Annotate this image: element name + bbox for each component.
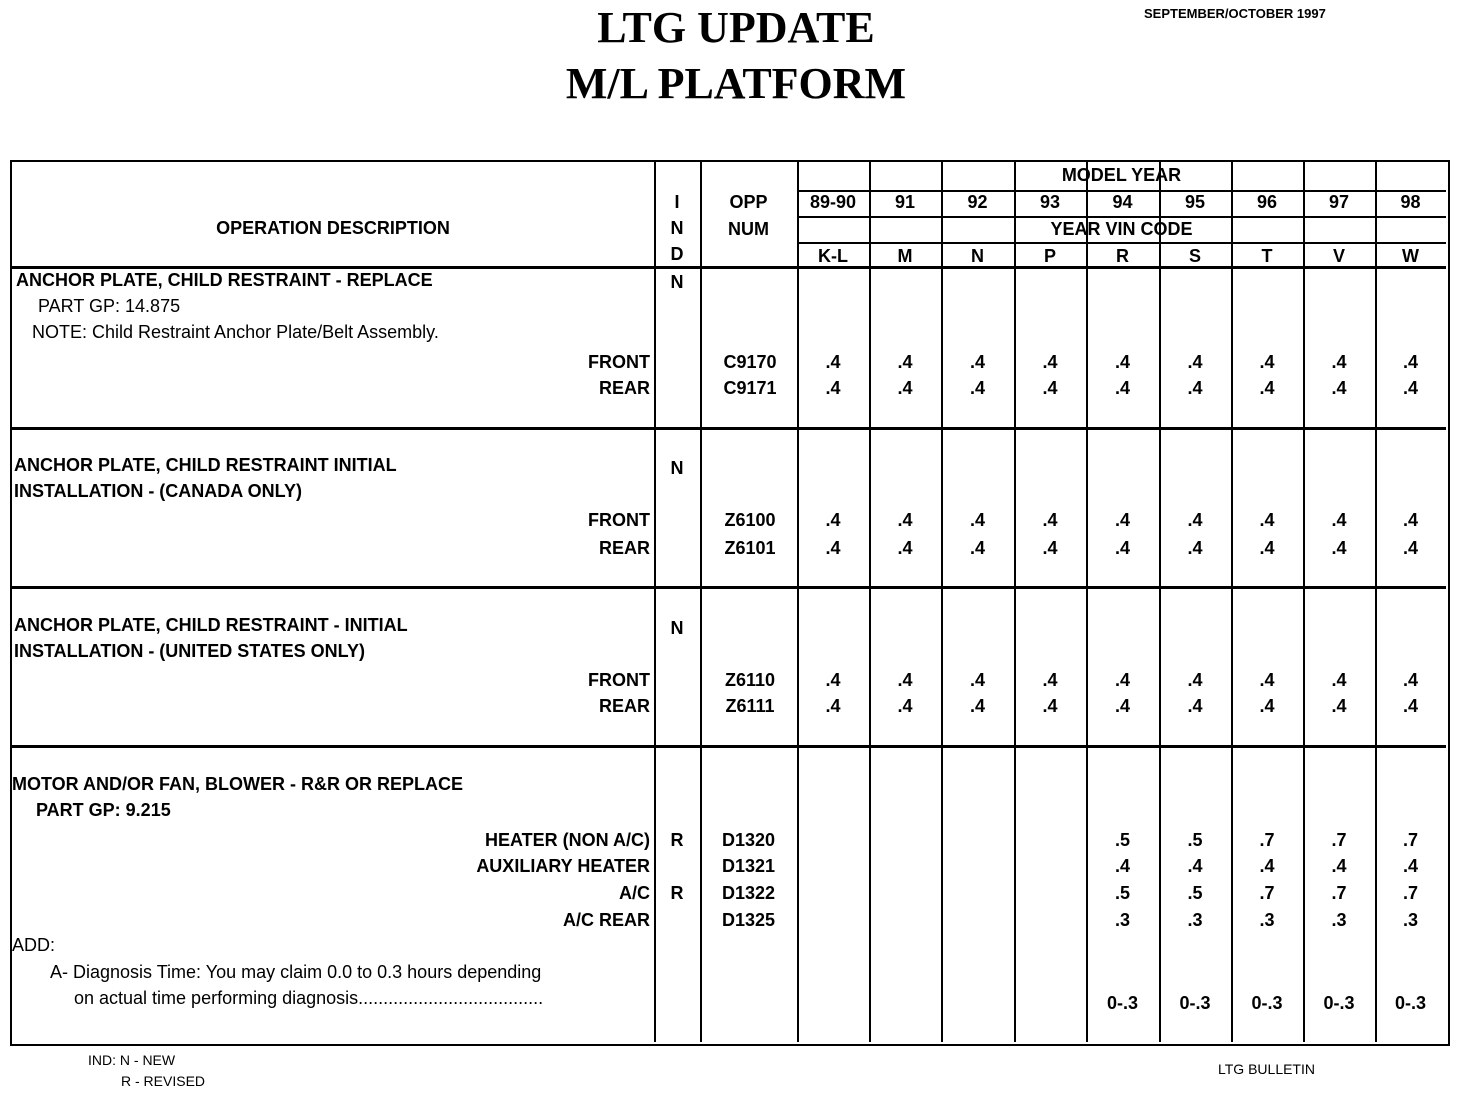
bulletin-footer: LTG BULLETIN xyxy=(1218,1061,1315,1077)
labor-value: .4 xyxy=(825,538,841,558)
bulletin-date: SEPTEMBER/OCTOBER 1997 xyxy=(1144,6,1326,21)
section-title: MOTOR AND/OR FAN, BLOWER - R&R OR REPLACE xyxy=(12,774,463,794)
part-group: PART GP: 9.215 xyxy=(36,800,171,820)
labor-value: .4 xyxy=(1114,670,1130,690)
labor-value: .4 xyxy=(969,510,985,530)
labor-value: .4 xyxy=(1042,538,1058,558)
labor-value: .4 xyxy=(1331,696,1347,716)
diagnosis-note: A- Diagnosis Time: You may claim 0.0 to 0.3 hours depending xyxy=(50,962,542,982)
labor-value: .4 xyxy=(1331,856,1347,876)
labor-value: .5 xyxy=(1187,883,1203,903)
opp-header: OPP xyxy=(729,192,768,212)
labor-value: .5 xyxy=(1187,830,1203,850)
labor-value: .4 xyxy=(1187,538,1203,558)
labor-value: .4 xyxy=(897,696,913,716)
labor-value: .4 xyxy=(1187,510,1203,530)
column-divider xyxy=(941,162,943,1042)
year-vin-header: YEAR VIN CODE xyxy=(1050,219,1193,239)
labor-value: .7 xyxy=(1402,883,1418,903)
section-title: ANCHOR PLATE, CHILD RESTRAINT - INITIAL xyxy=(14,615,408,635)
labor-value: .4 xyxy=(825,696,841,716)
row-label: AUXILIARY HEATER xyxy=(476,856,650,876)
ind-code: R xyxy=(670,883,684,903)
diagnosis-value: 0-.3 xyxy=(1394,993,1427,1013)
labor-value: .3 xyxy=(1402,910,1418,930)
opp-number: Z6100 xyxy=(724,510,776,530)
opp-number: Z6111 xyxy=(725,696,775,716)
row-label: A/C REAR xyxy=(562,910,650,930)
ind-header-letter: I xyxy=(674,192,680,212)
labor-value: .3 xyxy=(1187,910,1203,930)
year-header: 96 xyxy=(1256,192,1278,212)
vin-header: M xyxy=(897,246,913,266)
labor-value: .4 xyxy=(1331,538,1347,558)
section-title: INSTALLATION - (CANADA ONLY) xyxy=(14,481,302,501)
year-header: 89-90 xyxy=(809,192,857,212)
operation-header: OPERATION DESCRIPTION xyxy=(216,218,450,238)
labor-value: .4 xyxy=(897,670,913,690)
row-divider xyxy=(12,427,1446,430)
labor-value: .4 xyxy=(1331,670,1347,690)
labor-value: .4 xyxy=(1259,510,1275,530)
diagnosis-note: on actual time performing diagnosis..................................... xyxy=(74,988,544,1008)
labor-value: .5 xyxy=(1114,883,1130,903)
legend-new: IND: N - NEW xyxy=(88,1052,176,1068)
labor-value: .4 xyxy=(897,538,913,558)
labor-value: .4 xyxy=(1187,856,1203,876)
labor-value: .4 xyxy=(1187,696,1203,716)
labor-value: .4 xyxy=(1402,696,1418,716)
column-divider xyxy=(654,162,656,1042)
labor-value: .4 xyxy=(1114,856,1130,876)
labor-value: .4 xyxy=(1402,670,1418,690)
labor-value: .4 xyxy=(897,352,913,372)
labor-value: .4 xyxy=(1114,352,1130,372)
labor-value: .4 xyxy=(1259,538,1275,558)
row-label: REAR xyxy=(598,538,650,558)
vin-header: K-L xyxy=(818,246,848,266)
opp-header: NUM xyxy=(728,219,769,239)
labor-value: .4 xyxy=(1402,510,1418,530)
section-note: NOTE: Child Restraint Anchor Plate/Belt Assembly. xyxy=(32,322,439,342)
vin-header: S xyxy=(1188,246,1201,266)
vin-header: T xyxy=(1261,246,1273,266)
labor-value: .4 xyxy=(1114,696,1130,716)
column-divider xyxy=(797,162,799,1042)
labor-value: .5 xyxy=(1114,830,1130,850)
section-title: ANCHOR PLATE, CHILD RESTRAINT INITIAL xyxy=(14,455,397,475)
row-label: HEATER (NON A/C) xyxy=(485,830,650,850)
labor-value: .4 xyxy=(1114,538,1130,558)
ind-header-letter: D xyxy=(670,244,684,264)
ind-code: N xyxy=(670,272,684,292)
labor-value: .4 xyxy=(1331,378,1347,398)
labor-value: .4 xyxy=(1187,352,1203,372)
opp-number: D1325 xyxy=(721,910,776,930)
labor-value: .4 xyxy=(1331,510,1347,530)
labor-value: .4 xyxy=(1402,538,1418,558)
labor-value: .7 xyxy=(1331,830,1347,850)
labor-value: .4 xyxy=(1259,696,1275,716)
year-header: 98 xyxy=(1400,192,1421,212)
ind-code: N xyxy=(670,618,684,638)
labor-value: .7 xyxy=(1331,883,1347,903)
labor-value: .7 xyxy=(1259,830,1275,850)
ind-code: R xyxy=(670,830,684,850)
opp-number: Z6101 xyxy=(724,538,776,558)
add-label: ADD: xyxy=(12,935,56,955)
labor-value: .4 xyxy=(1331,352,1347,372)
labor-value: .4 xyxy=(1042,670,1058,690)
labor-time-table xyxy=(10,160,1450,1046)
year-header: 94 xyxy=(1112,192,1133,212)
labor-value: .4 xyxy=(825,670,841,690)
row-label: A/C xyxy=(619,883,650,903)
row-divider xyxy=(12,586,1446,589)
labor-value: .4 xyxy=(1042,696,1058,716)
year-header: 91 xyxy=(894,192,916,212)
row-label: REAR xyxy=(598,696,650,716)
row-divider xyxy=(797,242,1446,244)
labor-value: .3 xyxy=(1259,910,1275,930)
labor-value: .4 xyxy=(1042,352,1058,372)
labor-value: .7 xyxy=(1402,830,1418,850)
opp-number: D1321 xyxy=(721,856,776,876)
legend-revised: R - REVISED xyxy=(121,1073,206,1089)
year-header: 97 xyxy=(1328,192,1350,212)
row-label: FRONT xyxy=(588,510,650,530)
labor-value: .4 xyxy=(969,378,985,398)
opp-number: Z6110 xyxy=(724,670,776,690)
labor-value: .4 xyxy=(825,378,841,398)
section-title: ANCHOR PLATE, CHILD RESTRAINT - REPLACE xyxy=(16,270,433,290)
year-header: 92 xyxy=(967,192,988,212)
labor-value: .4 xyxy=(897,378,913,398)
row-divider xyxy=(797,216,1446,218)
title-line-2: M/L PLATFORM xyxy=(565,59,907,108)
title-line-1: LTG UPDATE xyxy=(597,3,875,52)
labor-value: .3 xyxy=(1331,910,1347,930)
labor-value: .4 xyxy=(1402,378,1418,398)
labor-value: .4 xyxy=(1042,510,1058,530)
labor-value: .4 xyxy=(825,510,841,530)
row-label: FRONT xyxy=(588,352,650,372)
model-year-header: MODEL YEAR xyxy=(1061,165,1182,185)
labor-value: .4 xyxy=(1042,378,1058,398)
opp-number: C9170 xyxy=(723,352,777,372)
diagnosis-value: 0-.3 xyxy=(1179,993,1211,1013)
opp-number: D1322 xyxy=(721,883,776,903)
labor-value: .4 xyxy=(1114,510,1130,530)
labor-value: .7 xyxy=(1259,883,1275,903)
labor-value: .4 xyxy=(969,352,985,372)
labor-value: .4 xyxy=(969,696,985,716)
labor-value: .4 xyxy=(1402,352,1418,372)
labor-value: .4 xyxy=(1187,670,1203,690)
labor-value: .4 xyxy=(825,352,841,372)
labor-value: .4 xyxy=(1114,378,1130,398)
labor-value: .4 xyxy=(1187,378,1203,398)
vin-header: N xyxy=(971,246,984,266)
labor-value: .3 xyxy=(1114,910,1130,930)
labor-value: .4 xyxy=(1259,352,1275,372)
column-divider xyxy=(1014,162,1016,1042)
column-divider xyxy=(869,162,871,1042)
labor-value: .4 xyxy=(1259,670,1275,690)
vin-header: R xyxy=(1116,246,1129,266)
labor-value: .4 xyxy=(1259,856,1275,876)
section-title: INSTALLATION - (UNITED STATES ONLY) xyxy=(14,641,365,661)
diagnosis-value: 0-.3 xyxy=(1251,993,1283,1013)
labor-value: .4 xyxy=(969,670,985,690)
part-group: PART GP: 14.875 xyxy=(38,296,181,316)
labor-value: .4 xyxy=(969,538,985,558)
vin-header: V xyxy=(1332,246,1345,266)
vin-header: W xyxy=(1402,246,1419,266)
year-header: 93 xyxy=(1039,192,1061,212)
vin-header: P xyxy=(1043,246,1056,266)
labor-value: .4 xyxy=(1259,378,1275,398)
row-label: REAR xyxy=(598,378,650,398)
ind-header-letter: N xyxy=(670,218,684,238)
diagnosis-value: 0-.3 xyxy=(1323,993,1355,1013)
opp-number: C9171 xyxy=(723,378,777,398)
labor-value: .4 xyxy=(897,510,913,530)
row-label: FRONT xyxy=(588,670,650,690)
ind-code: N xyxy=(670,458,684,478)
labor-value: .4 xyxy=(1402,856,1418,876)
row-divider xyxy=(12,745,1446,748)
year-header: 95 xyxy=(1184,192,1206,212)
diagnosis-value: 0-.3 xyxy=(1106,993,1139,1013)
opp-number: D1320 xyxy=(721,830,776,850)
